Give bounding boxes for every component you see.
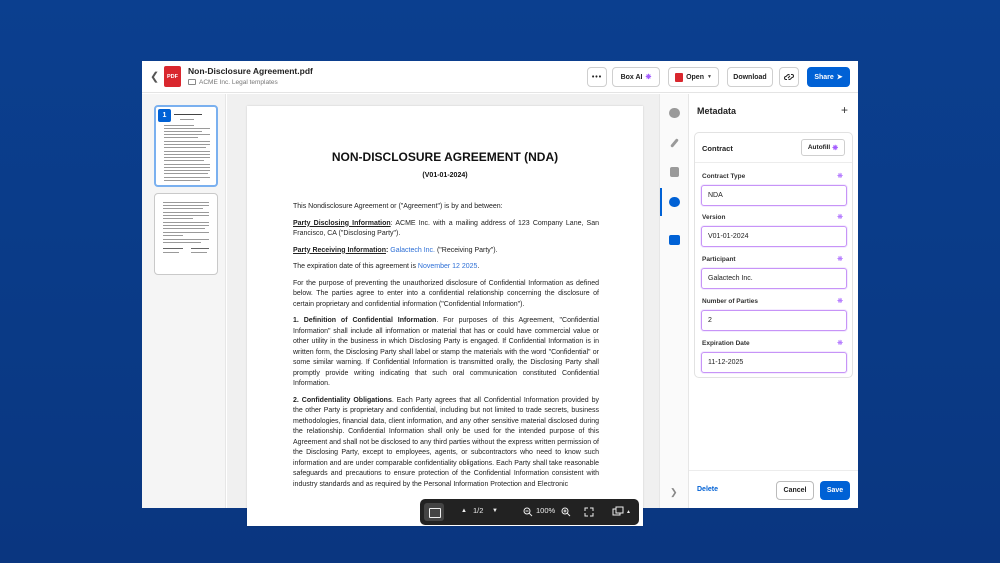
next-page-icon[interactable]: ▼: [492, 508, 498, 514]
open-button[interactable]: [668, 67, 719, 87]
metadata-panel: [689, 94, 858, 508]
sidebar-rail: [659, 94, 689, 508]
field-label-participant: Participant: [702, 256, 736, 263]
page-thumbnail-2[interactable]: [154, 193, 218, 275]
party-receiving-label: Party Receiving Information: [293, 246, 386, 254]
viewer-toolbar: [420, 499, 639, 525]
metadata-card: [694, 132, 853, 378]
sparkle-icon: ❋: [832, 144, 839, 152]
card-divider: [695, 162, 852, 163]
ai-suggestion-icon: ❋: [837, 173, 843, 180]
document-version: (V01-01-2024): [422, 172, 468, 179]
active-rail-indicator: [660, 188, 662, 216]
annotation-icon[interactable]: [612, 506, 624, 517]
doc-expiration: [293, 262, 599, 273]
share-arrow-icon: ➤: [836, 74, 843, 81]
app-window: [142, 61, 858, 515]
autofill-label: Autofill: [807, 144, 831, 151]
field-label-expiration-date: Expiration Date: [702, 340, 750, 347]
ai-suggestion-icon: ❋: [837, 214, 843, 221]
share-button[interactable]: [807, 67, 850, 87]
section1-heading: 1. Definition of Confidential Information: [293, 317, 437, 324]
page-indicator[interactable]: 1/2: [473, 506, 484, 515]
version-input[interactable]: V01-01-2024: [701, 226, 847, 247]
participant-input[interactable]: Galactech Inc.: [701, 268, 847, 289]
back-chevron-icon[interactable]: ❮: [150, 71, 160, 83]
doc-section-2: [293, 396, 599, 491]
document-title: NON-DISCLOSURE AGREEMENT (NDA): [331, 150, 559, 164]
comments-icon[interactable]: [669, 108, 680, 118]
toggle-sidebar-icon[interactable]: [424, 503, 444, 521]
expiration-suffix: .: [477, 263, 480, 270]
zoom-level: 100%: [536, 506, 556, 515]
expiration-date-input[interactable]: 11-12-2025: [701, 352, 847, 373]
metadata-title: Metadata: [697, 106, 737, 116]
ai-suggestion-icon: ❋: [837, 340, 843, 347]
section2-text: . Each Party agrees that all Confidential Information provided by the other Party is proprietary and confidential, including but not limited to trade secrets, business methodologies, financial data, client information, and any other sensitive material disclosed during the relationship. Confidential Information shall only be used for the intended purpose of this Agreement and shall not be disclosed to any third parties without the express written permission of the Disclosing Party, except to employees, agents, or subcontractors who need to know such information and are under comparable confidentiality obligations. Each Party shall take reasonable safeguards and precautions to ensure protection of the Confidential Information consistent with industry standards and as required by the Personal Information Protection and Electronic: [293, 396, 599, 488]
doc-purpose: For the purpose of preventing the unauthorized disclosure of Confidential Information as defined below. The parties agree to enter into a confidential relationship concerning the disclosure of certain proprietary and confidential information ("Confidential Information").: [293, 279, 599, 308]
more-dots-icon: •••: [591, 73, 603, 81]
download-label: Download: [733, 73, 767, 81]
file-path[interactable]: [188, 79, 278, 86]
open-label: Open: [686, 73, 704, 81]
field-label-version: Version: [702, 214, 726, 221]
field-label-contract-type: Contract Type: [702, 173, 746, 180]
add-metadata-button[interactable]: +: [840, 103, 848, 117]
link-icon: [784, 72, 794, 82]
document-body: [293, 202, 599, 496]
contract-type-input[interactable]: NDA: [701, 185, 847, 206]
template-name: Contract: [702, 144, 733, 153]
field-label-number-of-parties: Number of Parties: [702, 298, 758, 305]
download-button[interactable]: [727, 67, 773, 87]
more-options-button[interactable]: [587, 67, 607, 87]
fullscreen-icon[interactable]: [584, 507, 594, 517]
pdf-file-icon: PDF: [164, 66, 181, 87]
file-header: [142, 61, 858, 93]
section2-heading: 2. Confidentiality Obligations: [293, 396, 392, 404]
doc-party-disclosing: [293, 219, 599, 240]
party-receiving-name: Galactech Inc.: [390, 246, 435, 254]
party-disclosing-text: : ACME Inc. with a mailing address of 123 Company Lane, San Francisco, CA ("Disclosing Party").: [293, 219, 600, 237]
save-button[interactable]: Save: [820, 481, 850, 500]
party-disclosing-label: Party Disclosing Information: [293, 219, 391, 227]
box-ai-label: Box AI: [620, 73, 643, 81]
expand-chevron-icon[interactable]: ❯: [670, 487, 678, 497]
document-page: [247, 106, 643, 526]
share-label: Share: [814, 73, 834, 81]
delete-button[interactable]: Delete: [697, 486, 719, 493]
expiration-date: November 12 2025: [417, 263, 478, 270]
pdf-app-icon: [675, 73, 683, 82]
metadata-icon[interactable]: [669, 197, 680, 207]
doc-party-receiving: Party Receiving Information: Galactech Inc. ("Receiving Party").: [293, 246, 498, 254]
file-name: Non-Disclosure Agreement.pdf: [188, 66, 313, 76]
document-viewer[interactable]: [227, 94, 659, 515]
panel-footer-divider: [689, 470, 858, 471]
box-apps-icon[interactable]: [669, 235, 680, 245]
sparkle-icon: ❋: [645, 74, 652, 81]
number-of-parties-input[interactable]: 2: [701, 310, 847, 331]
cancel-button[interactable]: Cancel: [776, 481, 814, 500]
ai-suggestion-icon: ❋: [837, 298, 843, 305]
details-icon[interactable]: [670, 167, 679, 177]
autofill-button[interactable]: [801, 139, 845, 156]
thumbnail-page-number: 1: [158, 109, 171, 122]
zoom-in-icon[interactable]: [561, 507, 571, 517]
annotation-menu-icon[interactable]: ▲: [626, 509, 631, 515]
party-receiving-text: ("Receiving Party").: [435, 246, 498, 254]
annotate-pencil-icon[interactable]: [670, 138, 679, 148]
zoom-out-icon[interactable]: [523, 507, 533, 517]
section1-text: . For purposes of this Agreement, "Confidential Information" shall include all information or material that has or could have commercial value or other utility in the business in which Disclosing Party is engaged. If Confidential Information is in written form, the Disclosing Party shall label or stamp the materials with the word "Confidential" or some similar warning. If Confidential Information is transmitted orally, the Disclosing Party shall promptly provide writing indicating that such oral communication constituted Confidential Information.: [293, 317, 600, 387]
box-ai-button[interactable]: [612, 67, 660, 87]
chevron-down-icon: ▼: [706, 74, 712, 80]
ai-suggestion-icon: ❋: [837, 256, 843, 263]
page-thumbnail-1[interactable]: [154, 105, 218, 187]
copy-link-button[interactable]: [779, 67, 799, 87]
folder-icon: [188, 79, 196, 85]
expiration-prefix: The expiration date of this agreement is: [293, 263, 418, 270]
doc-section-1: [293, 316, 599, 390]
previous-page-icon[interactable]: ▲: [461, 508, 467, 514]
file-path-label: ACME Inc. Legal templates: [199, 79, 278, 86]
doc-intro: This Nondisclosure Agreement or ("Agreement") is by and between:: [293, 203, 503, 210]
page-thumbnails: [142, 94, 226, 508]
